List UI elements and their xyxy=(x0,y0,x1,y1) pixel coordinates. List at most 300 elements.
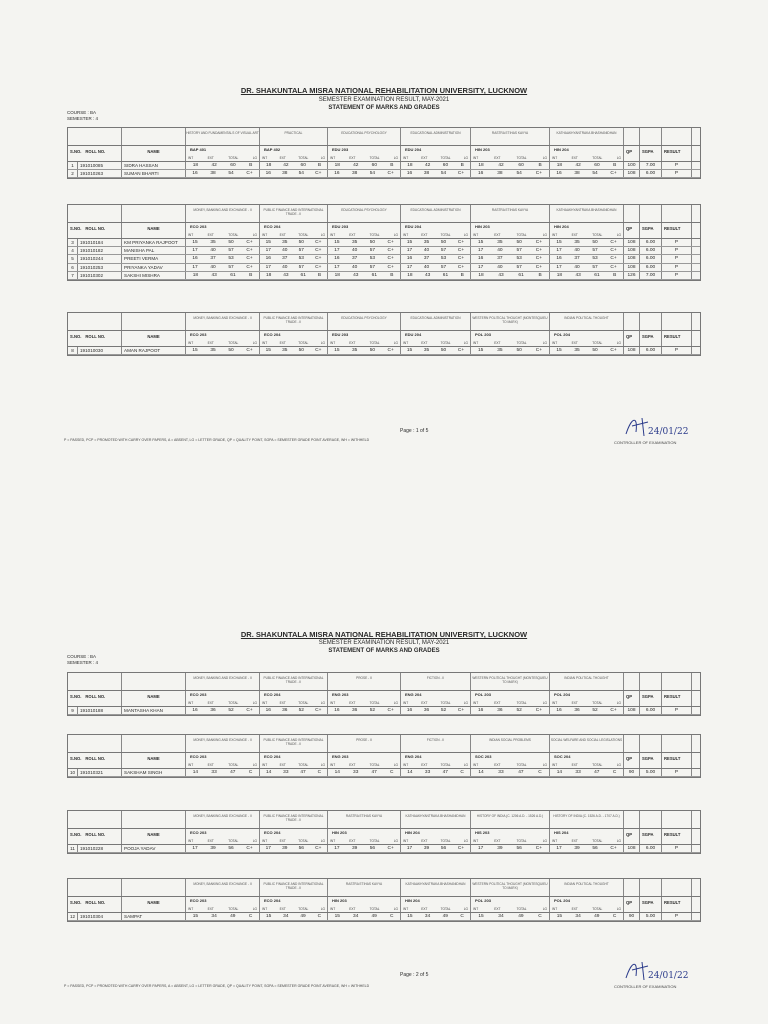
qp-value: 108 xyxy=(624,707,640,714)
subheader-label: INT xyxy=(330,907,336,911)
blank-cell xyxy=(640,879,662,896)
subheader-label: INT xyxy=(552,763,558,767)
mark-value: 16 xyxy=(556,256,562,262)
mark-value: 53 xyxy=(592,256,598,262)
subject-code: ECO 204 xyxy=(264,830,281,835)
subject-name: RASTRA ETIHAS KAVYA xyxy=(328,811,401,828)
subheader-label: INT xyxy=(403,701,409,705)
subject-marks xyxy=(550,247,624,254)
subject-marks xyxy=(471,347,550,354)
course-label: COURSE : BA xyxy=(67,110,97,115)
subheader-label: LG xyxy=(393,156,398,160)
blank-cell xyxy=(122,673,186,690)
mark-value: C xyxy=(248,770,253,776)
subject-marks xyxy=(401,170,471,177)
mark-value: 50 xyxy=(592,348,598,354)
mark-value: 15 xyxy=(192,240,198,246)
course-info xyxy=(67,110,98,122)
mark-value: C+ xyxy=(246,256,253,262)
table-row xyxy=(68,170,700,178)
subject-names-row xyxy=(68,879,700,897)
semester-label: SEMESTER : 4 xyxy=(67,116,99,121)
mark-value: 36 xyxy=(423,708,430,714)
subheader-label: EXT xyxy=(279,233,286,237)
subject-header xyxy=(186,223,260,238)
mark-value: 18 xyxy=(407,163,413,169)
blank-cell xyxy=(68,205,122,222)
mark-value: C xyxy=(317,770,322,776)
mark-value: 47 xyxy=(230,770,236,776)
mark-value: 57 xyxy=(228,248,234,254)
student-name: POOJA YADAV xyxy=(122,845,186,852)
subject-name: RASTRA ETIHAS KAVYA xyxy=(471,128,550,145)
subject-name: FICTION - II xyxy=(401,735,471,752)
mark-value: C+ xyxy=(535,171,543,177)
subject-marks xyxy=(260,272,328,279)
subheader-label: INT xyxy=(188,701,194,705)
subject-code: HIN 204 xyxy=(554,224,569,229)
subheader-label: INT xyxy=(403,341,409,345)
subheader-label: LG xyxy=(252,763,257,767)
mark-value: C+ xyxy=(535,240,543,246)
mark-value: 38 xyxy=(210,171,216,177)
blank-cell xyxy=(640,811,662,828)
mark-value: 18 xyxy=(334,272,340,278)
subject-header xyxy=(550,753,624,768)
subject-name: EDUCATIONAL PSYCHOLOGY xyxy=(328,313,401,330)
result-value: P xyxy=(662,170,692,177)
mark-value: 60 xyxy=(594,163,600,169)
mark-value: 40 xyxy=(210,264,216,270)
marks-subheader xyxy=(552,763,621,767)
mark-value: 40 xyxy=(574,248,580,254)
subject-marks xyxy=(328,913,401,920)
blank-cell xyxy=(662,811,692,828)
subject-names-row xyxy=(68,205,700,223)
mark-value: 18 xyxy=(478,163,484,169)
subheader-label: EXT xyxy=(571,156,578,160)
university-title: DR. SHAKUNTALA MISRA NATIONAL REHABILITATION UNIVERSITY, LUCKNOW xyxy=(240,86,528,95)
mark-value: 14 xyxy=(192,770,199,776)
mark-value: 33 xyxy=(211,770,217,776)
mark-value: C+ xyxy=(246,348,253,354)
roll-value: 191010085 xyxy=(78,162,122,169)
name-header: NAME xyxy=(122,829,186,844)
mark-value: 42 xyxy=(498,163,504,169)
mark-value: 16 xyxy=(406,171,413,177)
subject-name: EDUCATIONAL ADMINISTRATION xyxy=(401,313,471,330)
mark-value: C+ xyxy=(610,348,617,354)
subheader-label: INT xyxy=(262,839,268,843)
subheader-label: INT xyxy=(330,233,336,237)
subheader-label: TOTAL xyxy=(516,341,527,345)
controller-label: CONTROLLER OF EXAMINATION xyxy=(614,440,677,445)
roll-value: 191010263 xyxy=(78,170,122,177)
qp-header: QP xyxy=(624,223,640,238)
table-row xyxy=(68,247,700,255)
statement-title: STATEMENT OF MARKS AND GRADES xyxy=(328,648,440,654)
mark-value: 42 xyxy=(425,163,431,169)
subject-name: PUBLIC FINANCE AND INTERNATIONAL TRADE - II xyxy=(260,673,328,690)
mark-value: C+ xyxy=(610,708,617,714)
subject-name: INDIAN POLITICAL THOUGHT xyxy=(550,313,624,330)
marks-block xyxy=(67,810,701,854)
mark-value: C+ xyxy=(457,264,465,270)
mark-value: C+ xyxy=(457,240,465,246)
subject-marks xyxy=(186,247,260,254)
subject-names-row xyxy=(68,313,700,331)
mark-value: 15 xyxy=(192,914,199,920)
subject-marks xyxy=(471,239,550,246)
subject-name: PROSE - II xyxy=(328,735,401,752)
mark-value: 15 xyxy=(407,914,413,920)
mark-value: C+ xyxy=(315,240,322,246)
subject-header xyxy=(550,146,624,161)
result-header: RESULT xyxy=(662,331,692,346)
mark-value: 17 xyxy=(477,846,484,852)
subheader-label: EXT xyxy=(571,763,578,767)
mark-value: 60 xyxy=(371,163,377,169)
mark-value: 35 xyxy=(574,348,580,354)
mark-value: B xyxy=(317,272,322,278)
subject-code: ECO 204 xyxy=(264,332,281,337)
header-row xyxy=(68,331,700,347)
marks-block xyxy=(67,878,701,922)
subheader-label: INT xyxy=(552,839,558,843)
subject-marks xyxy=(550,769,624,776)
roll-header: ROLL NO. xyxy=(85,832,106,837)
mark-value: C+ xyxy=(315,846,322,852)
subheader-label: EXT xyxy=(207,839,214,843)
subheader-label: EXT xyxy=(421,156,428,160)
signature-date: 24/01/22 xyxy=(648,971,689,981)
mark-value: C+ xyxy=(387,171,394,177)
subject-marks xyxy=(471,707,550,714)
mark-value: C+ xyxy=(315,348,322,354)
mark-value: 15 xyxy=(334,914,340,920)
qp-header: QP xyxy=(624,691,640,706)
header-row xyxy=(68,897,700,913)
subject-header xyxy=(186,897,260,912)
subject-marks xyxy=(401,769,471,776)
mark-value: C+ xyxy=(246,708,253,714)
subheader-label: LG xyxy=(320,763,325,767)
subheader-label: TOTAL xyxy=(298,907,309,911)
sno-header: S.NO. xyxy=(70,756,82,761)
subject-name: FICTION - II xyxy=(401,673,471,690)
subheader-label: TOTAL xyxy=(516,156,527,160)
subheader-label: TOTAL xyxy=(369,907,380,911)
sno-header: S.NO. xyxy=(70,900,82,905)
subheader-label: LG xyxy=(252,701,257,705)
subheader-label: TOTAL xyxy=(298,839,309,843)
subject-code: SOC 204 xyxy=(554,754,571,759)
table-row xyxy=(68,239,700,247)
mark-value: 43 xyxy=(353,272,359,278)
sno-roll-header xyxy=(68,753,122,768)
subject-marks xyxy=(550,347,624,354)
mark-value: 34 xyxy=(498,914,504,920)
blank-cell xyxy=(122,128,186,145)
subject-header xyxy=(186,691,260,706)
subheader-label: TOTAL xyxy=(440,233,451,237)
subject-code: POL 204 xyxy=(554,692,570,697)
result-value: P xyxy=(662,272,692,279)
subheader-label: EXT xyxy=(279,763,286,767)
mark-value: 60 xyxy=(442,163,449,169)
mark-value: 53 xyxy=(298,256,304,262)
subject-marks xyxy=(260,162,328,169)
marks-subheader xyxy=(473,907,547,911)
subheader-label: LG xyxy=(542,701,547,705)
subheader-label: TOTAL xyxy=(440,907,451,911)
subject-marks xyxy=(471,913,550,920)
mark-value: 49 xyxy=(594,914,600,920)
mark-value: 15 xyxy=(334,348,340,354)
mark-value: 50 xyxy=(369,240,376,246)
mark-value: 50 xyxy=(298,348,304,354)
subject-name: RASTRA ETIHAS KAVYA xyxy=(471,205,550,222)
subject-code: BAP 401 xyxy=(190,147,207,152)
subheader-label: TOTAL xyxy=(228,341,239,345)
mark-value: 40 xyxy=(574,264,580,270)
subject-header xyxy=(550,897,624,912)
subheader-label: INT xyxy=(188,341,194,345)
sno-value: 12 xyxy=(68,913,78,920)
subheader-label: INT xyxy=(188,907,194,911)
mark-value: 14 xyxy=(265,770,272,776)
mark-value: 17 xyxy=(334,264,340,270)
subheader-label: EXT xyxy=(494,907,501,911)
blank-cell xyxy=(624,313,640,330)
mark-value: C+ xyxy=(535,256,543,262)
subheader-label: INT xyxy=(262,156,268,160)
subject-marks xyxy=(260,239,328,246)
mark-value: C+ xyxy=(315,708,322,714)
subject-marks xyxy=(471,162,550,169)
marks-subheader xyxy=(403,839,468,843)
blank-cell xyxy=(640,313,662,330)
subject-header xyxy=(401,897,471,912)
subject-code: EDU 204 xyxy=(405,224,422,229)
subheader-label: LG xyxy=(252,156,257,160)
mark-value: C+ xyxy=(387,846,394,852)
subject-marks xyxy=(328,272,401,279)
mark-value: 18 xyxy=(265,272,272,278)
mark-value: B xyxy=(460,163,464,169)
blank-cell xyxy=(640,205,662,222)
roll-header: ROLL NO. xyxy=(85,900,106,905)
mark-value: 15 xyxy=(477,348,484,354)
sgpa-value: 6.00 xyxy=(640,707,662,714)
subject-marks xyxy=(186,239,260,246)
subject-code: ECO 203 xyxy=(190,830,207,835)
mark-value: 42 xyxy=(211,163,217,169)
mark-value: 43 xyxy=(498,272,504,278)
subheader-label: EXT xyxy=(494,233,501,237)
mark-value: 50 xyxy=(440,240,447,246)
statement-title: STATEMENT OF MARKS AND GRADES xyxy=(328,105,440,111)
roll-header: ROLL NO. xyxy=(85,149,106,154)
subheader-label: EXT xyxy=(207,907,214,911)
mark-value: 37 xyxy=(423,256,430,262)
mark-value: 47 xyxy=(371,770,377,776)
subject-marks xyxy=(550,264,624,271)
roll-header: ROLL NO. xyxy=(85,226,106,231)
mark-value: 61 xyxy=(442,272,449,278)
mark-value: 50 xyxy=(298,240,304,246)
subject-code: HIN 203 xyxy=(332,898,347,903)
mark-value: 17 xyxy=(192,264,198,270)
mark-value: 61 xyxy=(300,272,306,278)
subheader-label: EXT xyxy=(494,156,501,160)
mark-value: 57 xyxy=(592,264,598,270)
subject-marks xyxy=(328,162,401,169)
mark-value: C+ xyxy=(457,248,465,254)
qp-value: 108 xyxy=(624,239,640,246)
qp-value: 108 xyxy=(624,347,640,354)
subheader-label: LG xyxy=(393,701,398,705)
page-number: Page : 1 of 5 xyxy=(400,428,429,434)
mark-value: 17 xyxy=(477,248,484,254)
subheader-label: TOTAL xyxy=(369,233,380,237)
result-header: RESULT xyxy=(662,691,692,706)
subheader-label: LG xyxy=(320,341,325,345)
marks-subheader xyxy=(262,156,325,160)
subheader-label: LG xyxy=(542,839,547,843)
mark-value: 54 xyxy=(298,171,304,177)
blank-cell xyxy=(662,879,692,896)
roll-value: 191010321 xyxy=(78,769,122,776)
subject-marks xyxy=(260,913,328,920)
subheader-label: LG xyxy=(320,233,325,237)
subject-header xyxy=(471,146,550,161)
subject-marks xyxy=(471,845,550,852)
mark-value: 16 xyxy=(192,708,198,714)
mark-value: C+ xyxy=(315,248,322,254)
subject-name: MONEY, BANKING AND EXCHANGE - II xyxy=(186,313,260,330)
mark-value: 39 xyxy=(210,846,216,852)
subheader-label: TOTAL xyxy=(228,701,239,705)
mark-value: C+ xyxy=(457,256,465,262)
marks-block xyxy=(67,734,701,778)
mark-value: 53 xyxy=(228,256,234,262)
sno-roll-header xyxy=(68,146,122,161)
mark-value: C+ xyxy=(610,248,617,254)
mark-value: C+ xyxy=(387,264,394,270)
subheader-label: INT xyxy=(188,763,194,767)
marks-subheader xyxy=(330,233,398,237)
header-row xyxy=(68,753,700,769)
subheader-label: LG xyxy=(463,156,468,160)
subheader-label: TOTAL xyxy=(516,907,527,911)
subject-marks xyxy=(328,845,401,852)
marks-subheader xyxy=(188,341,257,345)
subject-code: HIN 204 xyxy=(405,898,420,903)
mark-value: C xyxy=(317,914,322,920)
mark-value: 56 xyxy=(369,846,376,852)
mark-value: 17 xyxy=(406,264,413,270)
subheader-label: INT xyxy=(473,701,479,705)
subject-name: INDIAN POLITICAL THOUGHT xyxy=(550,879,624,896)
qp-value: 108 xyxy=(624,170,640,177)
subject-header xyxy=(328,753,401,768)
subheader-label: EXT xyxy=(571,233,578,237)
subject-header xyxy=(328,146,401,161)
mark-value: 17 xyxy=(265,248,271,254)
marks-subheader xyxy=(330,701,398,705)
mark-value: C+ xyxy=(610,240,617,246)
subheader-label: TOTAL xyxy=(592,907,603,911)
result-value: P xyxy=(662,347,692,354)
mark-value: 53 xyxy=(369,256,376,262)
course-label: COURSE : BA xyxy=(67,654,97,659)
subheader-label: EXT xyxy=(571,701,578,705)
subheader-label: INT xyxy=(330,701,336,705)
table-row xyxy=(68,255,700,263)
sno-value: 10 xyxy=(68,769,78,776)
sgpa-value: 6.00 xyxy=(640,247,662,254)
qp-value: 100 xyxy=(624,162,640,169)
mark-value: 60 xyxy=(230,163,236,169)
student-name: AMAN RAJPOOT xyxy=(122,347,186,354)
subject-code: POL 203 xyxy=(475,692,491,697)
subject-header xyxy=(550,223,624,238)
subheader-label: EXT xyxy=(421,341,428,345)
mark-value: 16 xyxy=(334,171,340,177)
mark-value: C+ xyxy=(457,348,465,354)
table-row xyxy=(68,272,700,280)
subject-marks xyxy=(550,255,624,262)
subject-header xyxy=(471,897,550,912)
subject-header xyxy=(260,897,328,912)
mark-value: 60 xyxy=(518,163,524,169)
semester-label: SEMESTER : 4 xyxy=(67,660,99,665)
subheader-label: TOTAL xyxy=(298,763,309,767)
subheader-label: LG xyxy=(542,907,547,911)
blank-cell xyxy=(624,128,640,145)
subject-marks xyxy=(328,247,401,254)
mark-value: 53 xyxy=(516,256,522,262)
mark-value: 35 xyxy=(497,240,503,246)
table-row xyxy=(68,347,700,355)
header-row xyxy=(68,223,700,239)
marks-subheader xyxy=(403,763,468,767)
subject-marks xyxy=(401,264,471,271)
marks-block xyxy=(67,672,701,716)
table-row xyxy=(68,264,700,272)
mark-value: 35 xyxy=(423,240,430,246)
marks-subheader xyxy=(403,701,468,705)
subheader-label: EXT xyxy=(349,907,356,911)
subheader-label: INT xyxy=(188,156,194,160)
subject-marks xyxy=(260,347,328,354)
mark-value: 39 xyxy=(351,846,358,852)
subheader-label: TOTAL xyxy=(440,341,451,345)
subject-name: KATHAAKHYANTRAKA BHASHANIDHAN xyxy=(550,205,624,222)
subject-code: BAP 402 xyxy=(264,147,281,152)
marks-subheader xyxy=(473,341,547,345)
blank-cell xyxy=(624,811,640,828)
mark-value: 18 xyxy=(556,272,563,278)
subject-marks xyxy=(550,272,624,279)
mark-value: 43 xyxy=(425,272,431,278)
mark-value: 36 xyxy=(351,708,358,714)
blank-cell xyxy=(624,879,640,896)
result-value: P xyxy=(662,239,692,246)
result-value: P xyxy=(662,845,692,852)
mark-value: 35 xyxy=(282,240,288,246)
